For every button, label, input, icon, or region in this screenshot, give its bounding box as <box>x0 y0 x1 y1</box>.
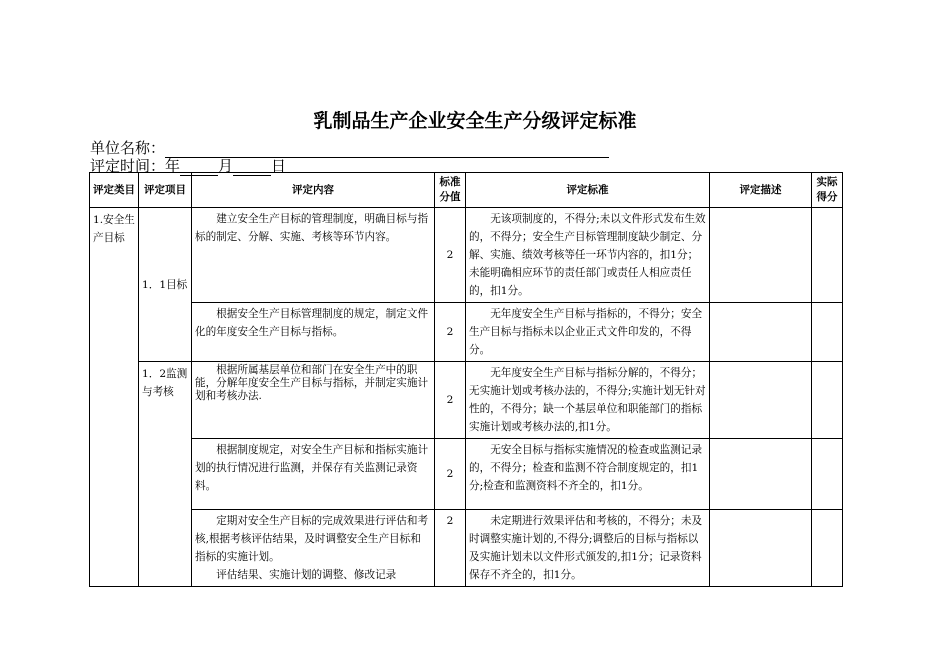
score-cell: 2 <box>435 362 466 439</box>
header-description: 评定描述 <box>710 173 812 208</box>
content-text: 根据制度规定，对安全生产目标和指标实施计划的执行情况进行监测，并保存有关监测记录资料。 <box>195 444 429 492</box>
standard-text: 未定期进行效果评估和考核的，不得分；未及时调整实施计划的,不得分;调整后的目标与指标以及实施计划未以文件形式颁发的,扣1分；记录资料保存不齐全的，扣1分。 <box>469 515 703 581</box>
table-row <box>90 303 843 362</box>
score-cell: 2 <box>435 439 466 510</box>
table-header-row <box>90 173 843 208</box>
standard-cell <box>466 208 710 303</box>
header-standard: 评定标准 <box>466 173 710 208</box>
content-cell <box>192 208 435 303</box>
date-label: 评定时间：年 <box>90 157 181 175</box>
standard-cell <box>466 439 710 510</box>
header-category: 评定类目 <box>90 173 139 208</box>
score-cell: 2 <box>435 208 466 303</box>
table-row <box>90 439 843 510</box>
category-cell: 1.安全生产目标 <box>90 208 139 587</box>
actual-score-cell[interactable] <box>812 208 843 303</box>
standard-cell <box>466 510 710 587</box>
content-cell <box>192 362 435 439</box>
score-cell: 2 <box>435 510 466 587</box>
description-cell[interactable] <box>710 439 812 510</box>
content-cell <box>192 303 435 362</box>
content-cell <box>192 439 435 510</box>
item-cell-monitoring: 1．2监测与考核 <box>139 362 192 587</box>
standard-cell <box>466 303 710 362</box>
description-cell[interactable] <box>710 303 812 362</box>
table-row <box>90 208 843 303</box>
table-row <box>90 362 843 439</box>
month-label: 月 <box>218 157 234 175</box>
description-cell[interactable] <box>710 362 812 439</box>
description-cell[interactable] <box>710 208 812 303</box>
header-content: 评定内容 <box>192 173 435 208</box>
actual-score-cell[interactable] <box>812 303 843 362</box>
actual-score-cell[interactable] <box>812 439 843 510</box>
content-text: 根据所属基层单位和部门在安全生产中的职能，分解年度安全生产目标与指标，并制定实施计划和考核办法. <box>195 364 429 402</box>
actual-score-cell[interactable] <box>812 510 843 587</box>
score-cell: 2 <box>435 303 466 362</box>
content-text-continued: 评估结果、实施计划的调整、修改记录 <box>216 569 397 581</box>
content-text: 根据安全生产目标管理制度的规定，制定文件化的年度安全生产目标与指标。 <box>195 308 429 338</box>
document-title: 乳制品生产企业安全生产分级评定标准 <box>313 110 637 132</box>
content-text: 定期对安全生产目标的完成效果进行评估和考核,根据考核评估结果，及时调整安全生产目标和指标的实施计划。 <box>195 515 429 563</box>
actual-score-cell[interactable] <box>812 362 843 439</box>
item-cell-target: 1．1目标 <box>139 208 192 362</box>
header-actual-score: 实际得分 <box>812 173 843 208</box>
header-item: 评定项目 <box>139 173 192 208</box>
standard-text: 无安全目标与指标实施情况的检查或监测记录的，不得分；检查和监测不符合制度规定的，扣1分;检查和监测资料不齐全的，扣1分。 <box>469 444 703 492</box>
standard-cell <box>466 362 710 439</box>
day-label: 日 <box>271 157 287 175</box>
unit-name-label: 单位名称： <box>90 139 166 157</box>
standard-text: 无年度安全生产目标与指标的，不得分；安全生产目标与指标未以企业正式文件印发的，不得分。 <box>469 308 703 356</box>
evaluation-table <box>89 172 843 587</box>
header-score: 标准分值 <box>435 173 466 208</box>
table-row <box>90 510 843 587</box>
standard-text: 无年度安全生产目标与指标分解的，不得分；无实施计划或考核办法的，不得分;实施计划无针对性的，不得分；缺一个基层单位和职能部门的指标实施计划或考核办法的,扣1分。 <box>469 367 706 433</box>
content-text: 建立安全生产目标的管理制度，明确目标与指标的制定、分解、实施、考核等环节内容。 <box>195 213 429 243</box>
description-cell[interactable] <box>710 510 812 587</box>
standard-text: 无该项制度的，不得分;未以文件形式发布生效的，不得分；安全生产目标管理制度缺少制定、分解、实施、绩效考核等任一环节内容的，扣1分；未能明确相应环节的责任部门或责任人相应责任的，扣1分。 <box>469 213 706 297</box>
content-cell <box>192 510 435 587</box>
